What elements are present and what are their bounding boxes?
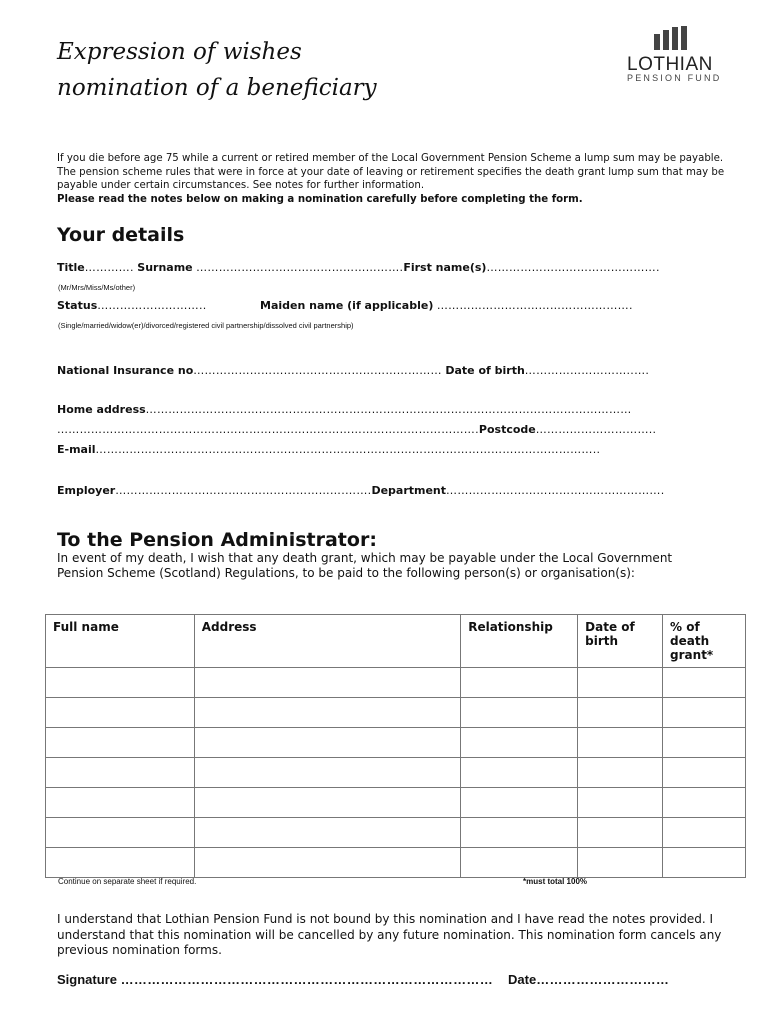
table-cell[interactable] [46, 848, 195, 878]
status-field[interactable]: ……………………….. [97, 299, 207, 312]
status-hint: (Single/married/widow(er)/divorced/registered civil partnership/dissolved civil partnership) [58, 321, 354, 330]
logo-bars-icon [652, 26, 692, 50]
maiden-row [260, 299, 633, 312]
table-row [46, 758, 746, 788]
admin-heading: To the Pension Administrator: [57, 529, 377, 551]
dob-field[interactable]: ………………………..…. [524, 364, 650, 377]
department-label: Department [371, 484, 447, 497]
employer-label: Employer [57, 484, 116, 497]
address-field[interactable]: ………………………………………………………………………………………………………………… [145, 403, 632, 416]
title-label: Title [57, 261, 85, 274]
surname-label: Surname [137, 261, 193, 274]
table-cell[interactable] [663, 788, 746, 818]
table-cell[interactable] [578, 668, 663, 698]
date-row [508, 972, 669, 987]
signature-field[interactable]: ………………………………………………………………………… [120, 972, 493, 987]
table-row [46, 698, 746, 728]
status-row [57, 299, 207, 312]
total-note: *must total 100% [523, 877, 588, 886]
table-cell[interactable] [46, 668, 195, 698]
title-line-2: nomination of a beneficiary [57, 75, 377, 101]
postcode-label: Postcode [478, 423, 536, 436]
table-cell[interactable] [578, 728, 663, 758]
ni-row [57, 364, 649, 377]
table-cell[interactable] [663, 668, 746, 698]
table-row [46, 848, 746, 878]
dob-label: Date of birth [445, 364, 525, 377]
table-cell[interactable] [578, 848, 663, 878]
address-row [57, 403, 632, 416]
col-relationship: Relationship [461, 615, 578, 668]
table-cell[interactable] [578, 818, 663, 848]
table-cell[interactable] [461, 728, 578, 758]
lothian-logo [624, 26, 734, 96]
table-cell[interactable] [663, 728, 746, 758]
table-cell[interactable] [46, 698, 195, 728]
table-cell[interactable] [194, 848, 460, 878]
table-cell[interactable] [663, 758, 746, 788]
address-label: Home address [57, 403, 146, 416]
date-label: Date [508, 972, 537, 987]
address-field-2[interactable]: …………………………………………………………………………………………………. [57, 423, 479, 436]
form-title [57, 34, 377, 106]
col-address: Address [194, 615, 460, 668]
table-cell[interactable] [663, 818, 746, 848]
table-cell[interactable] [194, 698, 460, 728]
table-cell[interactable] [461, 848, 578, 878]
table-row [46, 668, 746, 698]
table-cell[interactable] [46, 788, 195, 818]
declaration-text: I understand that Lothian Pension Fund is not bound by this nomination and I have read the notes provided. I understand that this nomination will be cancelled by any future nomination. This nomination form cancels any previous nomination forms. [57, 912, 722, 957]
your-details-heading: Your details [57, 224, 185, 246]
table-cell[interactable] [194, 788, 460, 818]
col-full-name: Full name [46, 615, 195, 668]
table-row [46, 818, 746, 848]
email-label: E-mail [57, 443, 96, 456]
table-cell[interactable] [461, 758, 578, 788]
admin-text: In event of my death, I wish that any death grant, which may be payable under the Local Government Pension Scheme (Scotland) Regulations, to be paid to the following person(s) or organisation(s): [57, 551, 673, 580]
table-row [46, 728, 746, 758]
table-cell[interactable] [578, 788, 663, 818]
table-cell[interactable] [194, 758, 460, 788]
ni-field[interactable]: ………………………………………………………… [193, 364, 442, 377]
intro-paragraph [57, 152, 725, 206]
email-row [57, 443, 600, 456]
table-cell[interactable] [194, 728, 460, 758]
date-field[interactable]: ………………………… [536, 972, 670, 987]
employer-row [57, 484, 665, 497]
postcode-field[interactable]: ………………………….. [535, 423, 657, 436]
address-row-2 [57, 423, 656, 436]
email-field[interactable]: …………………………………………………………………………………………………………………….. [95, 443, 601, 456]
table-cell[interactable] [663, 698, 746, 728]
table-cell[interactable] [46, 758, 195, 788]
table-cell[interactable] [194, 818, 460, 848]
table-row [46, 788, 746, 818]
table-cell[interactable] [461, 668, 578, 698]
table-cell[interactable] [46, 728, 195, 758]
department-field[interactable]: …………………………………………………. [446, 484, 665, 497]
ni-label: National Insurance no [57, 364, 194, 377]
first-name-field[interactable]: ………………………………………. [486, 261, 660, 274]
intro-bold: Please read the notes below on making a nomination carefully before completing the form. [57, 193, 583, 205]
signature-label: Signature [57, 972, 117, 987]
title-hint: (Mr/Mrs/Miss/Ms/other) [58, 283, 136, 292]
col-percent: % of death grant* [663, 615, 746, 668]
table-header-row [46, 615, 746, 668]
table-cell[interactable] [578, 698, 663, 728]
first-name-label: First name(s) [403, 261, 487, 274]
table-cell[interactable] [663, 848, 746, 878]
maiden-label: Maiden name (if applicable) [260, 299, 434, 312]
table-cell[interactable] [461, 818, 578, 848]
beneficiary-table [45, 614, 746, 878]
title-line-1: Expression of wishes [57, 39, 302, 65]
continue-note: Continue on separate sheet if required. [58, 877, 197, 886]
surname-field[interactable]: ………………………………………………. [196, 261, 404, 274]
table-cell[interactable] [461, 698, 578, 728]
table-cell[interactable] [578, 758, 663, 788]
employer-field[interactable]: …………………………………………………….……. [115, 484, 372, 497]
title-field[interactable]: …………. [84, 261, 134, 274]
logo-word: LOTHIAN [627, 54, 713, 75]
table-cell[interactable] [46, 818, 195, 848]
table-cell[interactable] [194, 668, 460, 698]
name-row [57, 261, 660, 274]
intro-text: If you die before age 75 while a current or retired member of the Local Government Pension Scheme a lump sum may be payable. The pension scheme rules that were in force at your date of leaving or retirement specifies the death grant lump sum that may be payable under certain circumstances. See notes for further information. [57, 153, 725, 191]
table-cell[interactable] [461, 788, 578, 818]
col-dob: Date of birth [578, 615, 663, 668]
status-label: Status [57, 299, 98, 312]
signature-row [57, 972, 493, 987]
maiden-field[interactable]: ……………………………………………. [436, 299, 633, 312]
logo-subtitle: PENSION FUND [627, 73, 722, 83]
